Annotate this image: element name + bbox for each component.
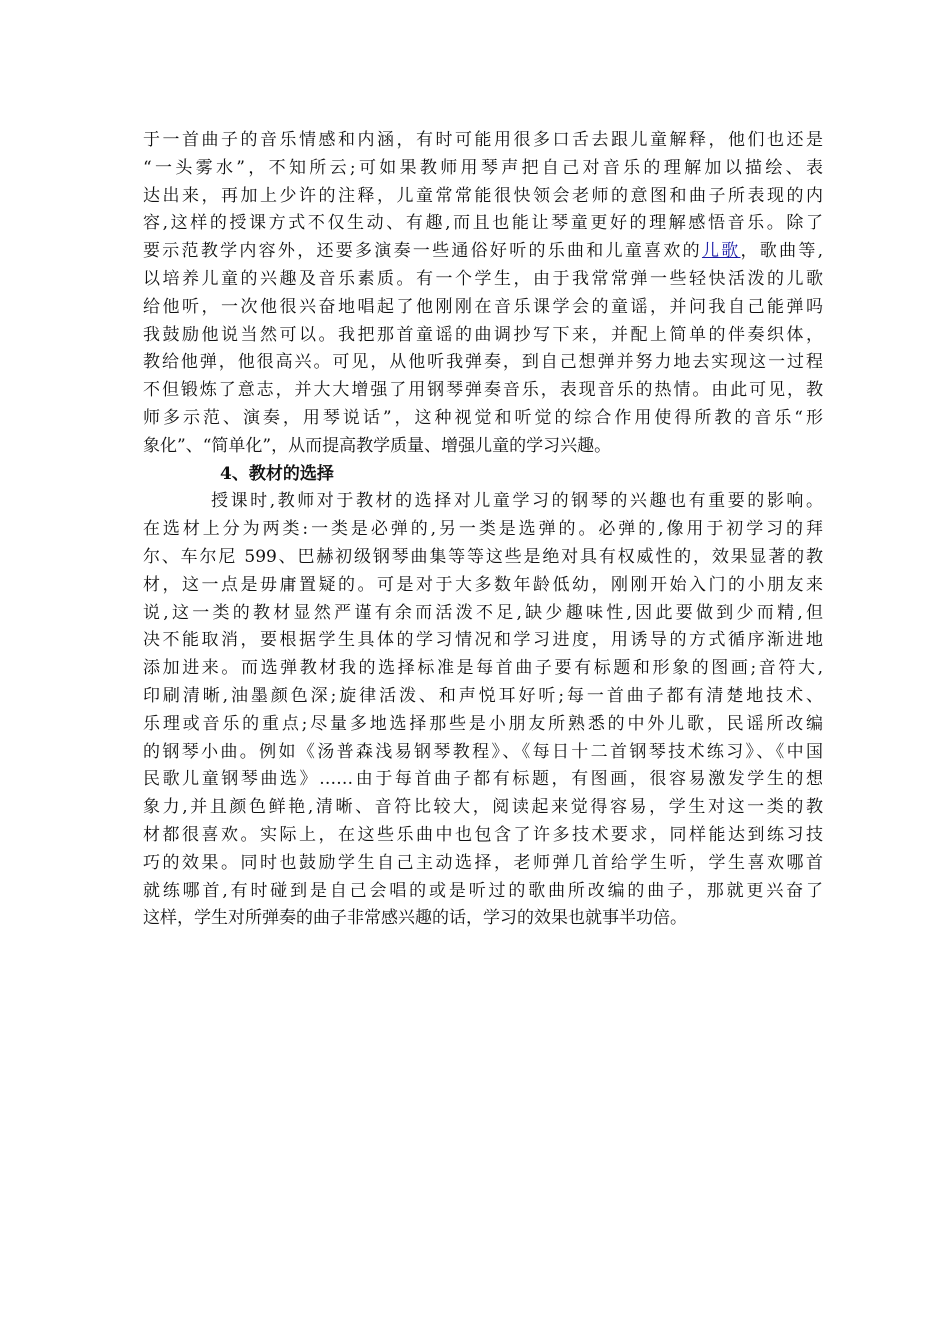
text-line: 给他听，一次他很兴奋地唱起了他刚刚在音乐课学会的童谣，并问我自己能弹吗 (143, 296, 823, 317)
text-line: 不但锻炼了意志，并大大增强了用钢琴弹奏音乐，表现音乐的热情。由此可见，教 (143, 380, 823, 401)
text-line: 巧的效果。同时也鼓励学生自己主动选择，老师弹几首给学生听，学生喜欢哪首 (143, 852, 823, 873)
text-line: 象化”、“简单化”，从而提高教学质量、增强儿童的学习兴趣。 (143, 435, 612, 456)
text-line: 容,这样的授课方式不仅生动、有趣,而且也能让琴童更好的理解感悟音乐。除了 (143, 213, 823, 234)
text-line: 尔、车尔尼 599、巴赫初级钢琴曲集等等这些是绝对具有权威性的，效果显著的教 (143, 546, 823, 567)
section-heading: 4、教材的选择 (220, 463, 334, 484)
text-line: 达出来，再加上少许的注释，儿童常常能很快领会老师的意图和曲子所表现的内 (143, 185, 823, 206)
text-line: 授课时,教师对于教材的选择对儿童学习的钢琴的兴趣也有重要的影响。 (211, 491, 823, 512)
text-segment: 要示范教学内容外，还要多演奏一些通俗好听的乐曲和儿童喜欢的 (143, 241, 702, 262)
text-line: 民歌儿童钢琴曲选》……由于每首曲子都有标题，有图画，很容易激发学生的想 (143, 769, 823, 790)
text-line: “一头雾水”，不知所云;可如果教师用琴声把自己对音乐的理解加以描绘、表 (143, 157, 823, 178)
text-line (143, 238, 823, 266)
text-line: 这样，学生对所弹奏的曲子非常感兴趣的话，学习的效果也就事半功倍。 (143, 908, 687, 929)
text-line: 添加进来。而选弹教材我的选择标准是每首曲子要有标题和形象的图画;音符大, (143, 658, 823, 679)
text-line: 于一首曲子的音乐情感和内涵，有时可能用很多口舌去跟儿童解释，他们也还是 (143, 130, 823, 150)
text-line: 的钢琴小曲。例如《汤普森浅易钢琴教程》、《每日十二首钢琴技术练习》、《中国 (143, 741, 823, 762)
text-segment: ，歌曲等, (740, 241, 824, 262)
text-line: 印刷清晰,油墨颜色深;旋律活泼、和声悦耳好听;每一首曲子都有清楚地技术、 (143, 685, 823, 706)
text-line: 教给他弹，他很高兴。可见，从他听我弹奏，到自己想弹并努力地去实现这一过程 (143, 352, 823, 373)
text-line: 在选材上分为两类:一类是必弹的,另一类是选弹的。必弹的,像用于初学习的拜 (143, 519, 823, 540)
text-line: 决不能取消，要根据学生具体的学习情况和学习进度，用诱导的方式循序渐进地 (143, 630, 823, 651)
paragraph-material-selection (143, 488, 823, 933)
text-line: 象力,并且颜色鲜艳,清晰、音符比较大，阅读起来觉得容易，学生对这一类的教 (143, 797, 823, 818)
text-line: 材都很喜欢。实际上，在这些乐曲中也包含了许多技术要求，同样能达到练习技 (143, 824, 823, 845)
paragraph-music-demonstration (143, 127, 823, 461)
children-song-link[interactable]: 儿歌 (701, 241, 741, 262)
text-line: 就练哪首,有时碰到是自己会唱的或是听过的歌曲所改编的曲子，那就更兴奋了 (143, 880, 823, 901)
text-line: 我鼓励他说当然可以。我把那首童谣的曲调抄写下来，并配上简单的伴奏织体， (143, 324, 823, 345)
document-page (143, 127, 823, 933)
text-line: 师多示范、演奏，用琴说话”，这种视觉和听觉的综合作用使得所教的音乐“形 (143, 407, 823, 428)
text-line: 以培养儿童的兴趣及音乐素质。有一个学生，由于我常常弹一些轻快活泼的儿歌 (143, 268, 823, 289)
text-line: 材，这一点是毋庸置疑的。可是对于大多数年龄低幼，刚刚开始入门的小朋友来 (143, 574, 823, 595)
text-line: 说,这一类的教材显然严谨有余而活泼不足,缺少趣味性,因此要做到少而精,但 (143, 602, 823, 623)
text-line: 乐理或音乐的重点;尽量多地选择那些是小朋友所熟悉的中外儿歌，民谣所改编 (143, 713, 823, 734)
